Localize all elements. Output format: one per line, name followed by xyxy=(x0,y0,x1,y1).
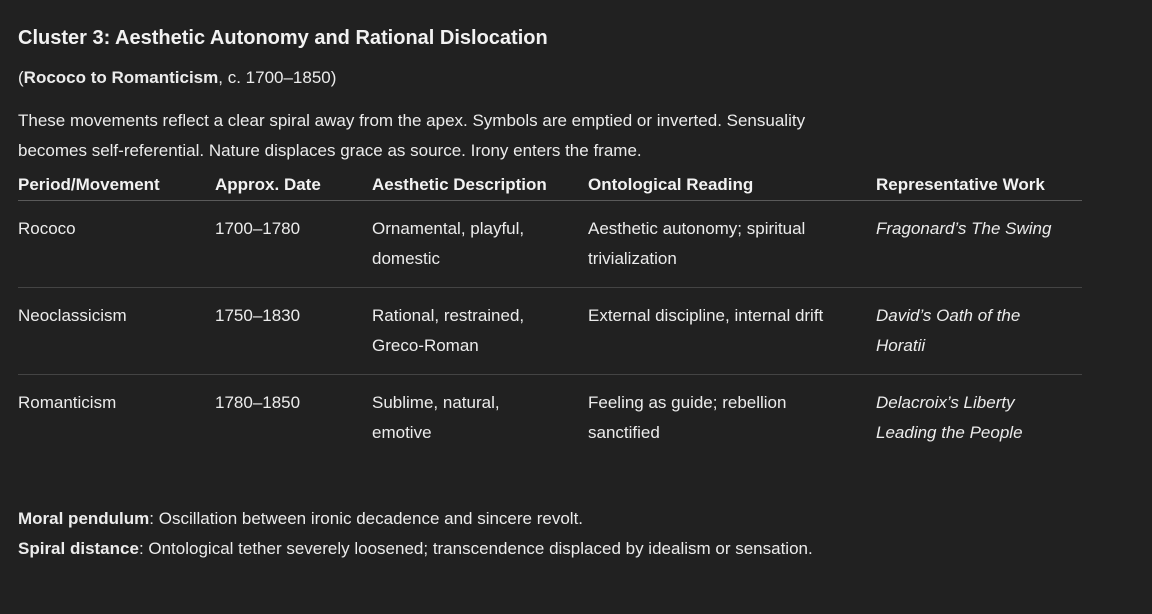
table-row xyxy=(18,375,1082,462)
cell-period: Rococo xyxy=(18,201,215,288)
section-heading: Cluster 3: Aesthetic Autonomy and Rational Dislocation xyxy=(18,27,548,49)
moral-pendulum-line xyxy=(18,504,878,534)
cell-ontological: Aesthetic autonomy; spiritual trivialization xyxy=(588,201,876,288)
cell-aesthetic: Ornamental, playful, domestic xyxy=(372,201,588,288)
column-header-aesthetic: Aesthetic Description xyxy=(372,176,588,201)
cell-work: Delacroix’s Liberty Leading the People xyxy=(876,393,1023,442)
table-row xyxy=(18,288,1082,375)
cell-aesthetic: Sublime, natural, emotive xyxy=(372,393,500,442)
intro-paragraph: These movements reflect a clear spiral away from the apex. Symbols are emptied or inverted. Sensuality becomes self-referential. Nature displaces grace as source. Irony enters the frame. xyxy=(18,111,806,160)
column-header-work: Representative Work xyxy=(876,176,1082,201)
cell-aesthetic: Rational, restrained, Greco-Roman xyxy=(372,288,588,375)
spiral-distance-label: Spiral distance xyxy=(18,539,139,558)
table-header-row xyxy=(18,176,1082,201)
column-header-date: Approx. Date xyxy=(215,176,372,201)
cell-ontological: Feeling as guide; rebellion sanctified xyxy=(588,393,787,442)
column-header-ontological: Ontological Reading xyxy=(588,176,876,201)
cell-period: Romanticism xyxy=(18,393,117,412)
cell-work: Fragonard’s The Swing xyxy=(876,201,1082,288)
cell-date: 1700–1780 xyxy=(215,201,372,288)
period-subheading xyxy=(18,68,336,88)
spiral-distance-line xyxy=(18,534,878,564)
cell-date: 1750–1830 xyxy=(215,288,372,375)
cell-ontological: External discipline, internal drift xyxy=(588,288,876,375)
spiral-distance-text: : Ontological tether severely loosened; transcendence displaced by idealism or sensation. xyxy=(138,539,813,558)
subheading-date-range: , c. 1700–1850) xyxy=(218,68,337,87)
cell-date: 1780–1850 xyxy=(215,393,301,412)
subheading-open-paren: ( xyxy=(18,68,24,87)
cell-work: David’s Oath of the Horatii xyxy=(876,288,1082,375)
cell-period: Neoclassicism xyxy=(18,288,215,375)
moral-pendulum-text: : Oscillation between ironic decadence and sincere revolt. xyxy=(149,509,584,528)
summary-notes xyxy=(18,504,878,564)
moral-pendulum-label: Moral pendulum xyxy=(18,509,150,528)
subheading-period-range: Rococo to Romanticism xyxy=(23,68,219,87)
movements-table xyxy=(18,176,1082,461)
column-header-period: Period/Movement xyxy=(18,176,215,201)
table-row xyxy=(18,201,1082,288)
